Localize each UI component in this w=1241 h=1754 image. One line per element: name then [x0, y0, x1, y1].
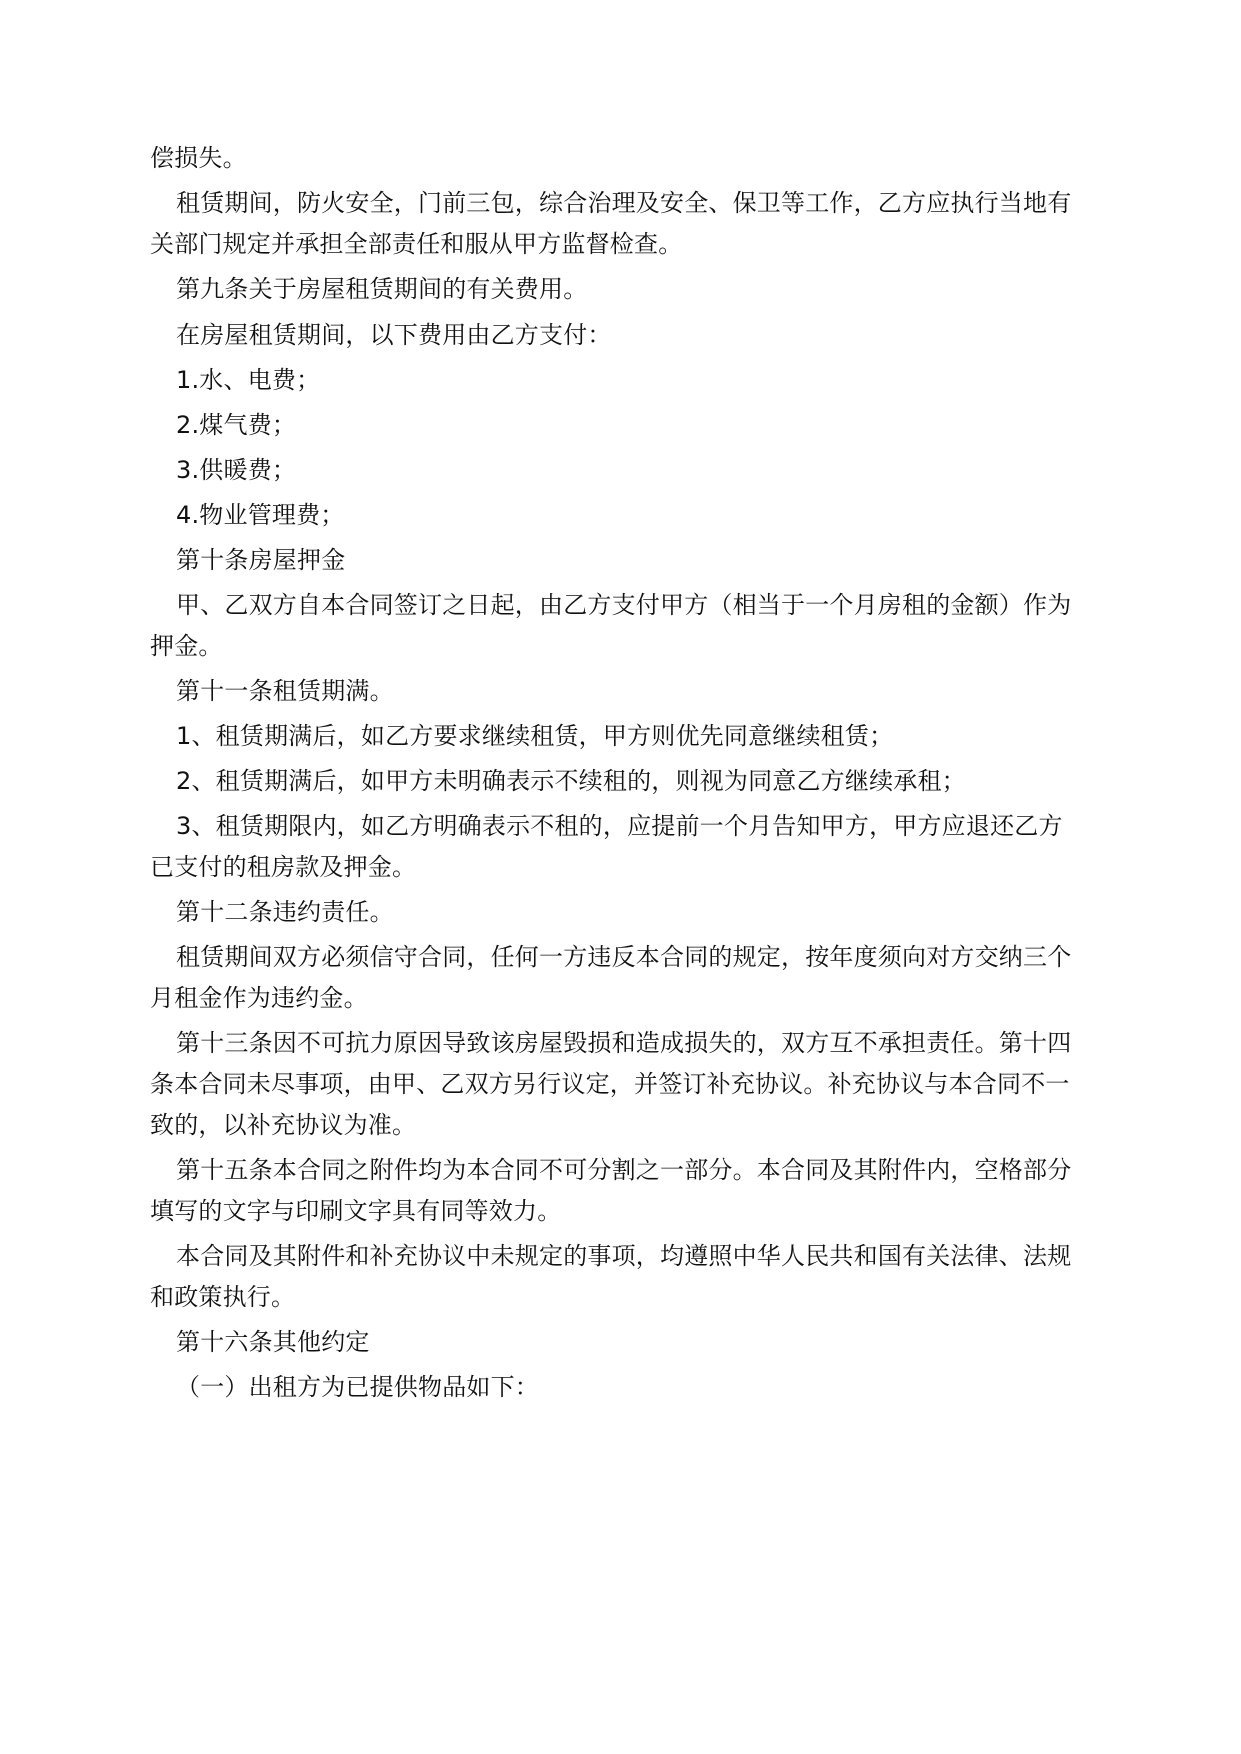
- text-line: 偿损失。: [150, 144, 247, 172]
- text-line: 本合同及其附件和补充协议中未规定的事项，均遵照中华人民共和国有关法律、法规: [176, 1242, 1072, 1270]
- section-heading: 第十一条租赁期满。: [176, 677, 394, 705]
- section-heading: 第十六条其他约定: [176, 1328, 370, 1356]
- text-line: 和政策执行。: [150, 1283, 296, 1311]
- list-item: 2.煤气费；: [176, 411, 297, 439]
- list-item: 3、租赁期限内，如乙方明确表示不租的，应提前一个月告知甲方，甲方应退还乙方: [176, 812, 1063, 840]
- text-line: 甲、乙双方自本合同签订之日起，由乙方支付甲方（相当于一个月房租的金额）作为: [176, 591, 1072, 619]
- section-heading: 第十五条本合同之附件均为本合同不可分割之一部分。本合同及其附件内，空格部分: [176, 1156, 1072, 1184]
- text-line: 关部门规定并承担全部责任和服从甲方监督检查。: [150, 230, 683, 258]
- text-line: 条本合同未尽事项，由甲、乙双方另行议定，并签订补充协议。补充协议与本合同不一: [150, 1070, 1070, 1098]
- text-line: 填写的文字与印刷文字具有同等效力。: [150, 1197, 562, 1225]
- text-line: 押金。: [150, 632, 223, 660]
- list-item: 3.供暖费；: [176, 456, 297, 484]
- text-line: 租赁期间双方必须信守合同，任何一方违反本合同的规定，按年度须向对方交纳三个: [176, 943, 1072, 971]
- text-line: 致的，以补充协议为准。: [150, 1111, 417, 1139]
- section-heading: 第十条房屋押金: [176, 546, 346, 574]
- list-item: 4.物业管理费；: [176, 501, 345, 529]
- list-item: 2、租赁期满后，如甲方未明确表示不续租的，则视为同意乙方继续承租；: [176, 767, 966, 795]
- text-line: 已支付的租房款及押金。: [150, 853, 417, 881]
- section-heading: 第九条关于房屋租赁期间的有关费用。: [176, 275, 588, 303]
- list-item: 1.水、电费；: [176, 366, 321, 394]
- text-line: 月租金作为违约金。: [150, 984, 368, 1012]
- text-line: （一）出租方为已提供物品如下：: [176, 1373, 539, 1401]
- section-heading: 第十三条因不可抗力原因导致该房屋毁损和造成损失的，双方互不承担责任。第十四: [176, 1029, 1072, 1057]
- list-item: 1、租赁期满后，如乙方要求继续租赁，甲方则优先同意继续租赁；: [176, 722, 894, 750]
- text-line: 在房屋租赁期间，以下费用由乙方支付：: [176, 321, 612, 349]
- section-heading: 第十二条违约责任。: [176, 898, 394, 926]
- text-line: 租赁期间，防火安全，门前三包，综合治理及安全、保卫等工作，乙方应执行当地有: [176, 189, 1072, 217]
